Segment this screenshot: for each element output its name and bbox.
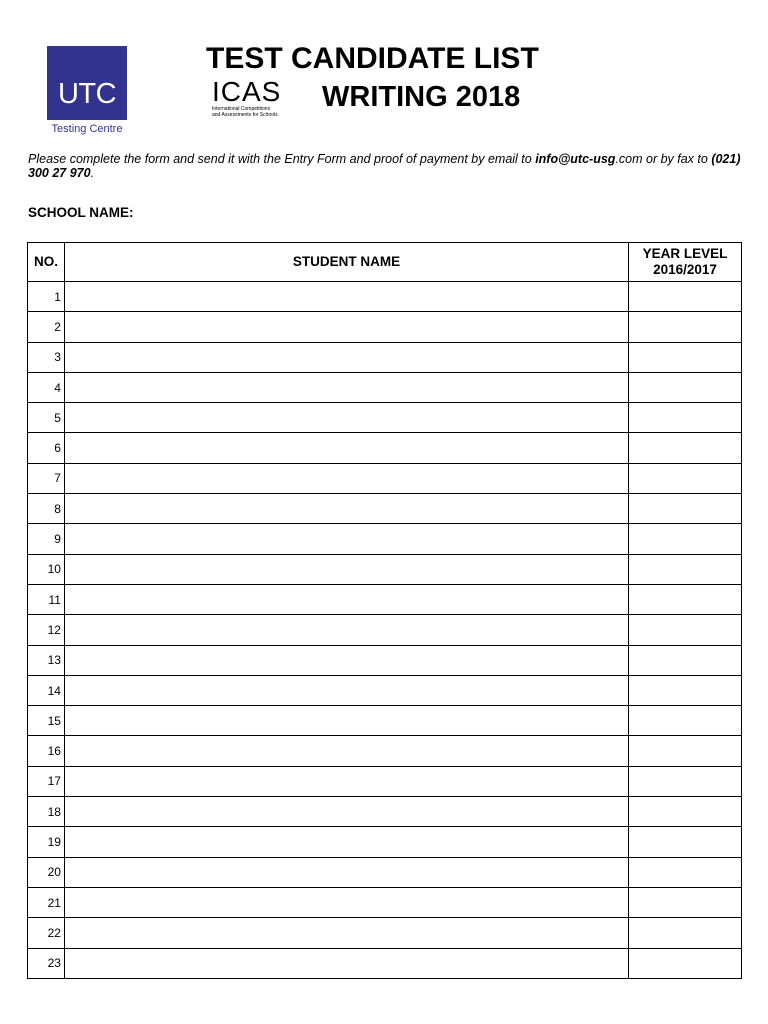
- row-number: 15: [28, 706, 65, 736]
- student-name-cell[interactable]: [64, 403, 628, 433]
- row-number: 10: [28, 554, 65, 584]
- year-level-cell[interactable]: [629, 584, 742, 614]
- student-name-cell[interactable]: [64, 554, 628, 584]
- table-row: [28, 736, 742, 766]
- row-number: 18: [28, 797, 65, 827]
- page-title: TEST CANDIDATE LIST: [206, 42, 539, 75]
- student-name-cell[interactable]: [64, 342, 628, 372]
- header-year-level: [629, 243, 742, 282]
- school-name-label: SCHOOL NAME:: [28, 205, 134, 220]
- student-name-cell[interactable]: [64, 372, 628, 402]
- student-name-cell[interactable]: [64, 282, 628, 312]
- row-number: 16: [28, 736, 65, 766]
- student-name-cell[interactable]: [64, 675, 628, 705]
- table-header-row: [28, 243, 742, 282]
- student-name-cell[interactable]: [64, 797, 628, 827]
- year-level-cell[interactable]: [629, 282, 742, 312]
- table-row: [28, 887, 742, 917]
- student-name-cell[interactable]: [64, 948, 628, 978]
- icas-logo-word: ICAS: [212, 76, 282, 107]
- row-number: 11: [28, 584, 65, 614]
- student-name-cell[interactable]: [64, 584, 628, 614]
- year-level-cell[interactable]: [629, 857, 742, 887]
- instructions-part1: Please complete the form and send it with the Entry Form and proof of payment by email to: [28, 152, 536, 166]
- table-row: [28, 312, 742, 342]
- header-year-level-line2: 2016/2017: [653, 262, 717, 277]
- row-number: 7: [28, 463, 65, 493]
- year-level-cell[interactable]: [629, 342, 742, 372]
- row-number: 13: [28, 645, 65, 675]
- student-name-cell[interactable]: [64, 645, 628, 675]
- year-level-cell[interactable]: [629, 918, 742, 948]
- utc-logo-subtitle: Testing Centre: [51, 123, 123, 135]
- student-name-cell[interactable]: [64, 312, 628, 342]
- year-level-cell[interactable]: [629, 312, 742, 342]
- year-level-cell[interactable]: [629, 706, 742, 736]
- student-name-cell[interactable]: [64, 433, 628, 463]
- table-row: [28, 615, 742, 645]
- table-row: [28, 494, 742, 524]
- fax-number: (021) 300 27 970: [28, 152, 741, 181]
- table-row: [28, 706, 742, 736]
- year-level-cell[interactable]: [629, 554, 742, 584]
- utc-logo-text: UTC: [57, 78, 117, 110]
- row-number: 17: [28, 766, 65, 796]
- year-level-cell[interactable]: [629, 645, 742, 675]
- year-level-cell[interactable]: [629, 766, 742, 796]
- table-row: [28, 463, 742, 493]
- row-number: 2: [28, 312, 65, 342]
- student-name-cell[interactable]: [64, 494, 628, 524]
- email-address: info@utc-usg: [535, 152, 616, 166]
- row-number: 9: [28, 524, 65, 554]
- row-number: 8: [28, 494, 65, 524]
- year-level-cell[interactable]: [629, 463, 742, 493]
- utc-logo-box: [47, 46, 127, 120]
- year-level-cell[interactable]: [629, 372, 742, 402]
- student-name-cell[interactable]: [64, 827, 628, 857]
- year-level-cell[interactable]: [629, 433, 742, 463]
- student-name-cell[interactable]: [64, 736, 628, 766]
- year-level-cell[interactable]: [629, 403, 742, 433]
- row-number: 12: [28, 615, 65, 645]
- table-row: [28, 372, 742, 402]
- student-name-cell[interactable]: [64, 524, 628, 554]
- table-row: [28, 675, 742, 705]
- header-year-level-line1: YEAR LEVEL: [642, 245, 728, 261]
- year-level-cell[interactable]: [629, 887, 742, 917]
- year-level-cell[interactable]: [629, 494, 742, 524]
- row-number: 14: [28, 675, 65, 705]
- instructions-part2: .com or by fax to: [615, 152, 712, 166]
- year-level-cell[interactable]: [629, 797, 742, 827]
- row-number: 20: [28, 857, 65, 887]
- row-number: 19: [28, 827, 65, 857]
- icas-logo: [212, 78, 294, 119]
- table-row: [28, 584, 742, 614]
- table-row: [28, 797, 742, 827]
- row-number: 1: [28, 282, 65, 312]
- row-number: 23: [28, 948, 65, 978]
- student-name-cell[interactable]: [64, 766, 628, 796]
- table-row: [28, 554, 742, 584]
- table-row: [28, 645, 742, 675]
- year-level-cell[interactable]: [629, 948, 742, 978]
- table-row: [28, 827, 742, 857]
- student-name-cell[interactable]: [64, 887, 628, 917]
- student-name-cell[interactable]: [64, 918, 628, 948]
- header-no: NO.: [28, 243, 65, 282]
- table-row: [28, 433, 742, 463]
- table-row: [28, 918, 742, 948]
- year-level-cell[interactable]: [629, 615, 742, 645]
- table-row: [28, 857, 742, 887]
- icas-tagline-line2: and Assessments for Schools: [212, 111, 278, 118]
- page-subtitle: WRITING 2018: [322, 81, 521, 113]
- student-name-cell[interactable]: [64, 857, 628, 887]
- table-row: [28, 948, 742, 978]
- row-number: 22: [28, 918, 65, 948]
- instructions-text: [28, 152, 748, 181]
- icas-tagline-line1: International Competitions: [212, 106, 271, 112]
- row-number: 21: [28, 887, 65, 917]
- header-student-name: STUDENT NAME: [64, 243, 628, 282]
- table-row: [28, 282, 742, 312]
- icas-logo-tagline: [212, 107, 294, 119]
- year-level-cell[interactable]: [629, 736, 742, 766]
- instructions-end: .: [90, 166, 95, 181]
- student-name-cell[interactable]: [64, 706, 628, 736]
- row-number: 5: [28, 403, 65, 433]
- row-number: 6: [28, 433, 65, 463]
- table-row: [28, 342, 742, 372]
- table-row: [28, 403, 742, 433]
- row-number: 3: [28, 342, 65, 372]
- year-level-cell[interactable]: [629, 524, 742, 554]
- student-name-cell[interactable]: [64, 463, 628, 493]
- year-level-cell[interactable]: [629, 675, 742, 705]
- candidate-table: [27, 242, 742, 979]
- table-row: [28, 524, 742, 554]
- year-level-cell[interactable]: [629, 827, 742, 857]
- row-number: 4: [28, 372, 65, 402]
- utc-logo: [47, 46, 127, 135]
- student-name-cell[interactable]: [64, 615, 628, 645]
- table-row: [28, 766, 742, 796]
